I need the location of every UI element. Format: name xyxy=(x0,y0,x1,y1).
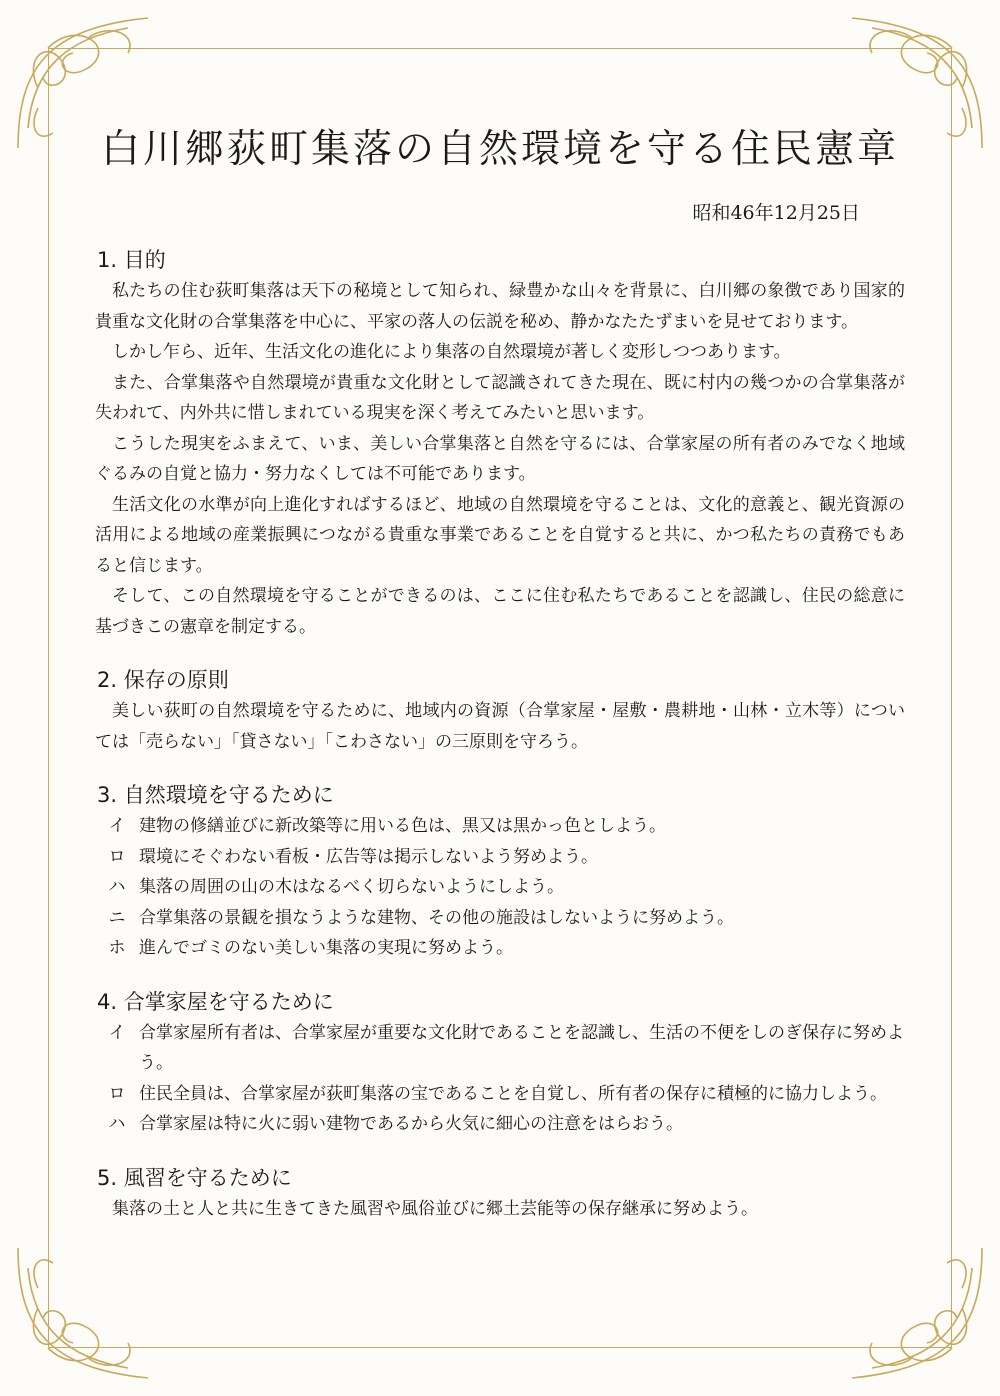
corner-ornament-bottom-left xyxy=(8,1238,158,1388)
list-item xyxy=(95,933,905,964)
item-marker: ハ xyxy=(108,877,126,897)
paragraph: また、合掌集落や自然環境が貴重な文化財として認識されてきた現在、既に村内の幾つかの合掌集落が失われて、内外共に惜しまれている現実を深く考えてみたいと思います。 xyxy=(95,372,905,423)
list-item xyxy=(95,1018,905,1079)
paragraph: 私たちの住む荻町集落は天下の秘境として知られ、緑豊かな山々を背景に、白川郷の象徴であり国家的貴重な文化財の合掌集落を中心に、平家の落人の伝説を秘め、静かなたたずまいを見せております。 xyxy=(95,281,905,332)
item-marker: イ xyxy=(108,816,126,836)
item-marker: ホ xyxy=(108,938,126,958)
section-customs xyxy=(95,1162,905,1225)
item-text: 住民全員は、合掌家屋が荻町集落の宝であることを自覚し、所有者の保存に積極的に協力しよう。 xyxy=(139,1083,887,1104)
section-preservation-principle xyxy=(95,664,905,757)
charter-body xyxy=(95,244,905,1246)
list-item xyxy=(95,872,905,903)
list-item xyxy=(95,842,905,873)
section-heading: 5. 風習を守るために xyxy=(97,1165,292,1190)
list-item xyxy=(95,811,905,842)
item-marker: ロ xyxy=(108,1083,126,1104)
item-text: 集落の周囲の山の木はなるべく切らないようにしよう。 xyxy=(139,877,564,897)
item-marker: ニ xyxy=(108,907,126,928)
page-title: 白川郷荻町集落の自然環境を守る住民憲章 xyxy=(100,127,899,172)
item-marker: イ xyxy=(108,1022,126,1043)
paragraph: しかし乍ら、近年、生活文化の進化により集落の自然環境が著しく変形しつつあります。 xyxy=(112,342,791,362)
section-purpose xyxy=(95,244,905,642)
document-date: 昭和46年12月25日 xyxy=(692,202,860,224)
list-item xyxy=(95,903,905,934)
section-heading: 3. 自然環境を守るために xyxy=(97,783,334,807)
section-natural-environment xyxy=(95,779,905,964)
paragraph: 美しい荻町の自然環境を守るために、地域内の資源（合掌家屋・屋敷・農耕地・山林・立木等）については「売らない」「貸さない」「こわさない」の三原則を守ろう。 xyxy=(95,701,905,752)
section-gassho-houses xyxy=(95,986,905,1140)
section-heading: 4. 合掌家屋を守るために xyxy=(97,989,334,1014)
item-text: 合掌集落の景観を損なうような建物、その他の施設はしないように努めよう。 xyxy=(139,907,734,928)
list-item xyxy=(95,1109,905,1140)
paragraph: 生活文化の水準が向上進化すればするほど、地域の自然環境を守ることは、文化的意義と、観光資源の活用による地域の産業振興につながる貴重な事業であることを自覚すると共に、かつ私たちの責務でもあると信じます。 xyxy=(95,494,905,576)
item-text: 合掌家屋は特に火に弱い建物であるから火気に細心の注意をはらおう。 xyxy=(139,1114,683,1134)
section-heading: 1. 目的 xyxy=(97,248,166,272)
item-text: 環境にそぐわない看板・広告等は掲示しないよう努めよう。 xyxy=(139,846,598,867)
item-marker: ハ xyxy=(108,1114,126,1134)
list-item xyxy=(95,1079,905,1110)
item-marker: ロ xyxy=(108,846,126,867)
paragraph: こうした現実をふまえて、いま、美しい合掌集落と自然を守るには、合掌家屋の所有者のみでなく地域ぐるみの自覚と協力・努力なくしては不可能であります。 xyxy=(95,433,905,484)
item-text: 合掌家屋所有者は、合掌家屋が重要な文化財であることを認識し、生活の不便をしのぎ保存に努めよう。 xyxy=(139,1022,904,1073)
paragraph: 集落の土と人と共に生きてきた風習や風俗並びに郷土芸能等の保存継承に努めよう。 xyxy=(112,1198,758,1219)
corner-ornament-bottom-right xyxy=(842,1238,992,1388)
item-text: 進んでゴミのない美しい集落の実現に努めよう。 xyxy=(139,938,513,958)
section-heading: 2. 保存の原則 xyxy=(97,668,229,692)
item-text: 建物の修繕並びに新改築等に用いる色は、黒又は黒かっ色としよう。 xyxy=(139,816,666,836)
paragraph: そして、この自然環境を守ることができるのは、ここに住む私たちであることを認識し、住民の総意に基づきこの憲章を制定する。 xyxy=(95,586,905,637)
